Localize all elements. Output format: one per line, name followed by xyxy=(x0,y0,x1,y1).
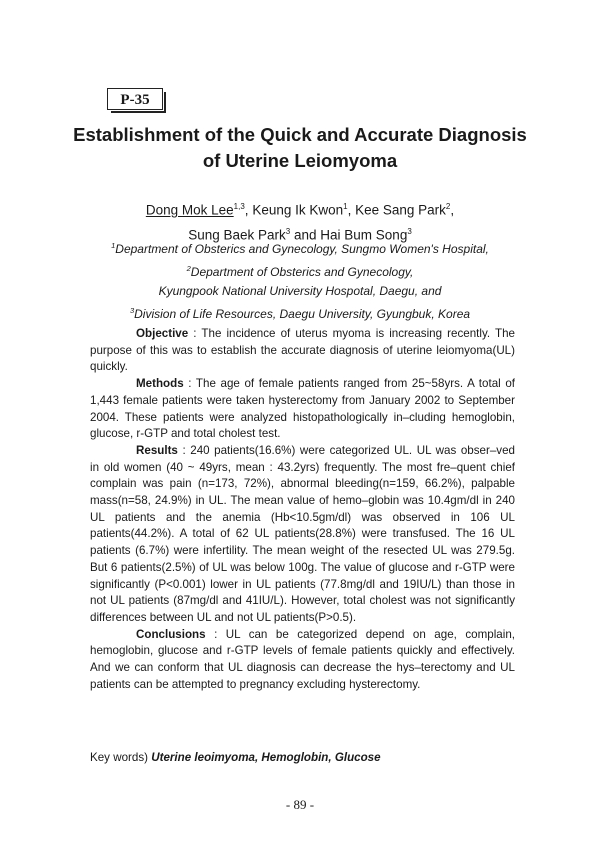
objective-text: : The incidence of uterus myoma is increasing recently. The purpose of this was to establish the accurate diagnosis of uterine leiomyoma(UL) quickly. xyxy=(90,327,515,374)
conclusions-label: Conclusions xyxy=(136,627,206,641)
affiliation-3 xyxy=(40,301,560,324)
author-name: Keung Ik Kwon xyxy=(252,202,344,218)
author-separator: , xyxy=(244,202,249,218)
title-line-1: Establishment of the Quick and Accurate Diagnosis xyxy=(73,124,527,145)
affiliation-text: Kyungpook National University Hospotal, Daegu, and xyxy=(158,284,442,298)
author-affiliation-mark: 1,3 xyxy=(233,202,245,211)
affiliation-mark: 3 xyxy=(129,306,135,315)
author-name: Dong Mok Lee xyxy=(145,202,234,218)
author-affiliation-mark: 3 xyxy=(407,226,412,236)
results-label: Results xyxy=(136,443,178,457)
keywords-label: Key words) xyxy=(90,751,148,764)
title-line-2: of Uterine Leiomyoma xyxy=(202,150,398,171)
affiliation-2 xyxy=(40,259,560,282)
keywords-line xyxy=(90,750,515,766)
author-separator: , xyxy=(450,202,455,218)
author-name: Kee Sang Park xyxy=(355,202,446,218)
affiliation-list xyxy=(40,236,560,324)
methods-paragraph xyxy=(90,376,515,443)
author-name: Hai Bum Song xyxy=(320,227,408,242)
affiliation-text: Department of Obsterics and Gynecology, xyxy=(190,265,414,279)
affiliation-mark: 1 xyxy=(111,241,116,250)
affiliation-2-cont xyxy=(40,282,560,301)
results-paragraph xyxy=(90,443,515,627)
affiliation-text: Division of Life Resources, Daegu University, Gyungbuk, Korea xyxy=(134,307,471,321)
author-affiliation-mark: 2 xyxy=(445,202,451,211)
author-line-1 xyxy=(40,196,560,221)
objective-paragraph xyxy=(90,326,515,376)
affiliation-1 xyxy=(40,236,560,259)
author-name: Sung Baek Park xyxy=(188,227,286,242)
page-number: - 89 - xyxy=(285,797,315,812)
affiliation-text: Department of Obsterics and Gynecology, Sungmo Women's Hospital, xyxy=(115,242,489,256)
methods-text: : The age of female patients ranged from 25~58yrs. A total of 1,443 female patients were taken hysterectomy from January 2002 to September 2004. These patients were analyzed histopathologically in–cluding hemoglobin, glucose, r-GTP and total cholest test. xyxy=(90,377,515,441)
keywords-values: Uterine leoimyoma, Hemoglobin, Glucose xyxy=(151,751,381,764)
abstract-body xyxy=(90,326,515,693)
author-affiliation-mark: 1 xyxy=(343,202,348,211)
author-separator: , xyxy=(347,202,352,218)
paper-title xyxy=(40,122,560,174)
conclusions-text: : UL can be categorized depend on age, complain, hemoglobin, glucose and r-GTP levels of female patients quickly and effectively. And we can conform that UL diagnosis can decrease the hys–terectomy and UL patients can be attempted to pregnancy excluding hysterectomy. xyxy=(90,627,515,691)
abstract-code: P-35 xyxy=(120,92,150,108)
methods-label: Methods xyxy=(136,377,184,391)
objective-label: Objective xyxy=(136,327,189,340)
author-affiliation-mark: 3 xyxy=(285,226,291,236)
abstract-code-box xyxy=(107,88,163,110)
results-text: : 240 patients(16.6%) were categorized UL. UL was obser–ved in old women (40 ~ 49yrs, mean : 43.2yrs) frequently. The most fre–quent chief complain was pain (n=173, 72%), abnormal bleeding(n=159, 66.2%), palpable mass(n=58, 24.9%) in UL. The mean value of hemo–globin was 10.4gm/dl in 240 UL patients and the anemia (Hb<10.5gm/dl) was observed in 106 UL patients(44.2%). A total of 62 UL patients(28.8%) were transfused. The 16 UL patients (6.7%) were infertility. The mean weight of the resected UL was 279.5g. But 6 patients(2.5%) of UL was below 100g. The value of glucose and r-GTP were significantly (P<0.001) lower in UL patients (77.8mg/dl and 19IU/L) than those in not UL patients (87mg/dl and 41IU/L). However, total cholest was not significantly differences between UL and not UL patients(P>0.5). xyxy=(90,443,515,624)
author-conjunction: and xyxy=(293,227,317,242)
conclusions-paragraph xyxy=(90,627,515,694)
affiliation-mark: 2 xyxy=(186,264,191,273)
